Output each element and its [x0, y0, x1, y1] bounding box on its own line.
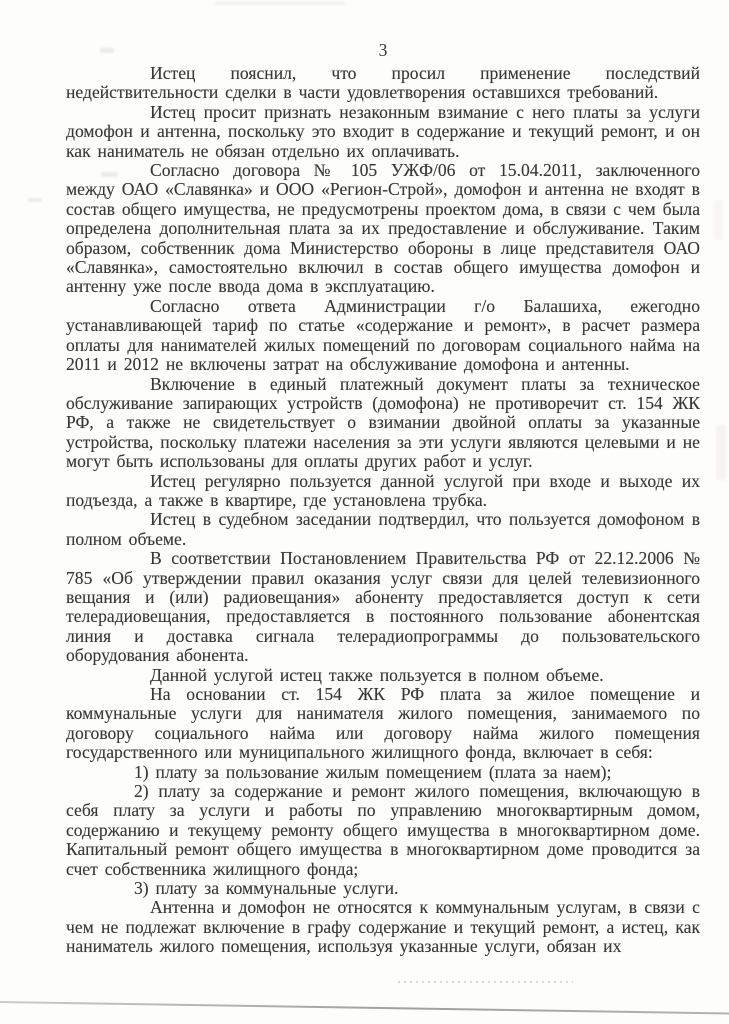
page-edge-shadow: [0, 1001, 729, 1015]
scan-artifact: [716, 425, 726, 480]
paragraph-7: Истец в судебном заседании подтвердил, что пользуется домофоном в полном объеме.: [66, 509, 700, 549]
scan-artifact: [215, 2, 345, 5]
paragraph-5: Включение в единый платежный документ платы за техническое обслуживание запирающих устройств (домофона) не противоречит ст. 154 ЖК РФ, а также не свидетельствует о взимании двойной оплаты за указанные устройства, поскольку платежи населения за эти услуги являются целевыми и не могут быть использованы для оплаты других работ и услуг.: [66, 373, 700, 472]
paragraph-1: Истец пояснил, что просил применение последствий недействительности сделки в части удовлетворения оставшихся требований.: [66, 63, 700, 103]
paragraph-13-list-item-3: 3) плату за коммунальные услуги.: [134, 878, 399, 899]
paragraph-11-list-item-1: 1) плату за пользование жилым помещением (плата за наем);: [134, 761, 612, 782]
page-content: [66, 40, 700, 957]
scan-artifact: [714, 200, 723, 240]
scan-artifact: [398, 981, 573, 983]
paragraph-6: Истец регулярно пользуется данной услугой при входе и выходе их подъезда, а также в квартире, где установлена трубка.: [66, 470, 700, 510]
paragraph-2: Истец просит признать незаконным взимание с него платы за услуги домофон и антенна, поскольку это входит в содержание и текущий ремонт, и он как наниматель не обязан отдельно их оплачивать.: [66, 101, 700, 161]
paragraph-9: Данной услугой истец также пользуется в полном объеме.: [150, 664, 604, 685]
page-number: 3: [378, 40, 388, 60]
paragraph-8: В соответствии Постановлением Правительства РФ от 22.12.2006 № 785 «Об утверждении правил оказания услуг связи для целей телевизионного вещания и (или) радиовещания» абоненту предоставляется доступ к сети телерадиовещания, предоставляется в постоянного пользование абонентская линия и доставка сигнала телерадиопрограммы до пользовательского оборудования абонента.: [66, 548, 700, 666]
paragraph-3: Согласно договора № 105 УЖФ/06 от 15.04.2011, заключенного между ОАО «Славянка» и ООО «Регион-Строй», домофон и антенна не входят в состав общего имущества, не предусмотрены проектом дома, в связи с чем была определена дополнительная плата за их предоставление и обслуживание. Таким образом, собственник дома Министерство обороны в лице представителя ОАО «Славянка», самостоятельно включил в состав общего имущества домофон и антенну уже после ввода дома в эксплуатацию.: [66, 160, 700, 297]
paragraph-14: Антенна и домофон не относятся к коммунальным услугам, в связи с чем не подлежат включение в графу содержание и текущий ремонт, а истец, как наниматель жилого помещения, используя указанные услуги, обязан их: [66, 897, 700, 957]
paragraph-10: На основании ст. 154 ЖК РФ плата за жилое помещение и коммунальные услуги для нанимателя жилого помещения, занимаемого по договору социального найма или договору найма жилого помещения государственного или муниципального жилищного фонда, включает в себя:: [66, 684, 700, 763]
paragraph-4: Согласно ответа Администрации г/о Балашиха, ежегодно устанавливающей тариф по статье «содержание и ремонт», в расчет размера оплаты для нанимателей жилых помещений по договорам социального найма на 2011 и 2012 не включены затрат на обслуживание домофона и антенны.: [66, 295, 700, 375]
scan-artifact: [27, 198, 42, 202]
paragraph-12-list-item-2: 2) плату за содержание и ремонт жилого помещения, включающую в себя плату за услуги и работы по управлению многоквартирным домом, содержанию и текущему ремонту общего имущества в многоквартирном доме. Капитальный ремонт общего имущества в многоквартирном доме проводится за счет собственника жилищного фонда;: [66, 781, 700, 879]
